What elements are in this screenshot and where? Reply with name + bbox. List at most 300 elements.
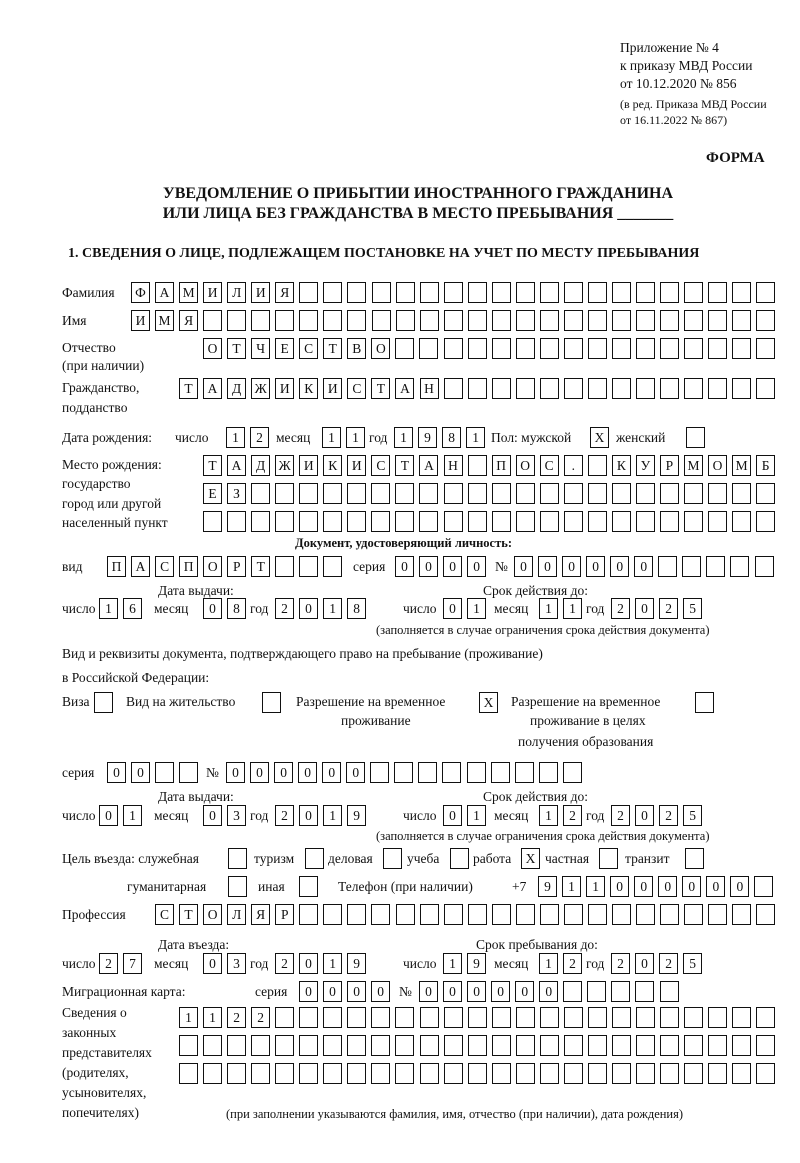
name-char-box[interactable]: М: [155, 310, 174, 331]
profession-char-box[interactable]: [420, 904, 439, 925]
right-number-char-box[interactable]: [370, 762, 389, 783]
doc-issue-year-char-box[interactable]: 1: [323, 598, 342, 619]
citizenship-char-box[interactable]: Н: [420, 378, 439, 399]
doc-kind-char-box[interactable]: [299, 556, 318, 577]
right-number-char-box[interactable]: 0: [346, 762, 365, 783]
p-study-checkbox[interactable]: [450, 848, 469, 869]
name-char-box[interactable]: И: [131, 310, 150, 331]
mc-number-char-box[interactable]: 0: [539, 981, 558, 1002]
name-char-box[interactable]: [588, 310, 607, 331]
patronymic-char-box[interactable]: Т: [227, 338, 246, 359]
doc-kind-char-box[interactable]: Р: [227, 556, 246, 577]
birth-place-2-char-box[interactable]: [756, 483, 775, 504]
birth-place-1-char-box[interactable]: И: [347, 455, 366, 476]
entry-month-char-box[interactable]: 0: [203, 953, 222, 974]
profession-char-box[interactable]: Л: [227, 904, 246, 925]
birth-place-3-char-box[interactable]: [492, 511, 511, 532]
right-issue-month-char-box[interactable]: 0: [203, 805, 222, 826]
birth-place-1-char-box[interactable]: И: [299, 455, 318, 476]
citizenship-char-box[interactable]: [540, 378, 559, 399]
birth-place-1-char-box[interactable]: С: [540, 455, 559, 476]
right-valid-day-char-box[interactable]: 0: [443, 805, 462, 826]
reps-1-char-box[interactable]: [371, 1007, 390, 1028]
profession-char-box[interactable]: [323, 904, 342, 925]
patronymic-char-box[interactable]: [660, 338, 679, 359]
profession-char-box[interactable]: Я: [251, 904, 270, 925]
mc-number-char-box[interactable]: 0: [515, 981, 534, 1002]
surname-char-box[interactable]: Я: [275, 282, 294, 303]
reps-2-char-box[interactable]: [492, 1035, 511, 1056]
birth-place-1-char-box[interactable]: О: [516, 455, 535, 476]
surname-char-box[interactable]: [636, 282, 655, 303]
surname-char-box[interactable]: [540, 282, 559, 303]
mc-number-char-box[interactable]: [611, 981, 630, 1002]
doc-number-char-box[interactable]: 0: [514, 556, 533, 577]
name-char-box[interactable]: [299, 310, 318, 331]
entry-day-char-box[interactable]: 2: [99, 953, 118, 974]
name-char-box[interactable]: [420, 310, 439, 331]
birth-place-3-char-box[interactable]: [251, 511, 270, 532]
birth-place-2-char-box[interactable]: [588, 483, 607, 504]
reps-3-char-box[interactable]: [395, 1063, 414, 1084]
birth-year-char-box[interactable]: 1: [466, 427, 485, 448]
doc-kind-char-box[interactable]: А: [131, 556, 150, 577]
birth-place-1-char-box[interactable]: С: [371, 455, 390, 476]
right-number-char-box[interactable]: [515, 762, 534, 783]
entry-year-char-box[interactable]: 1: [323, 953, 342, 974]
reps-2-char-box[interactable]: [347, 1035, 366, 1056]
reps-3-char-box[interactable]: [251, 1063, 270, 1084]
reps-3-char-box[interactable]: [492, 1063, 511, 1084]
reps-1-char-box[interactable]: [347, 1007, 366, 1028]
citizenship-char-box[interactable]: [732, 378, 751, 399]
citizenship-char-box[interactable]: А: [395, 378, 414, 399]
patronymic-char-box[interactable]: [395, 338, 414, 359]
birth-place-3-char-box[interactable]: [660, 511, 679, 532]
reps-3-char-box[interactable]: [203, 1063, 222, 1084]
birth-place-2-char-box[interactable]: [516, 483, 535, 504]
reps-2-char-box[interactable]: [179, 1035, 198, 1056]
surname-char-box[interactable]: [588, 282, 607, 303]
phone-char-box[interactable]: 0: [610, 876, 629, 897]
profession-char-box[interactable]: [347, 904, 366, 925]
stay-year-char-box[interactable]: 2: [659, 953, 678, 974]
reps-1-char-box[interactable]: [516, 1007, 535, 1028]
reps-3-char-box[interactable]: [347, 1063, 366, 1084]
doc-number-char-box[interactable]: 0: [634, 556, 653, 577]
patronymic-char-box[interactable]: [708, 338, 727, 359]
surname-char-box[interactable]: А: [155, 282, 174, 303]
reps-2-char-box[interactable]: [756, 1035, 775, 1056]
patronymic-char-box[interactable]: С: [299, 338, 318, 359]
profession-char-box[interactable]: [732, 904, 751, 925]
citizenship-char-box[interactable]: Д: [227, 378, 246, 399]
profession-char-box[interactable]: [516, 904, 535, 925]
name-char-box[interactable]: [227, 310, 246, 331]
phone-char-box[interactable]: 0: [730, 876, 749, 897]
surname-char-box[interactable]: [684, 282, 703, 303]
entry-year-char-box[interactable]: 0: [299, 953, 318, 974]
entry-day-char-box[interactable]: 7: [123, 953, 142, 974]
name-char-box[interactable]: [612, 310, 631, 331]
doc-number-char-box[interactable]: 0: [538, 556, 557, 577]
patronymic-char-box[interactable]: [732, 338, 751, 359]
profession-char-box[interactable]: [371, 904, 390, 925]
reps-3-char-box[interactable]: [708, 1063, 727, 1084]
name-char-box[interactable]: [732, 310, 751, 331]
birth-place-1-char-box[interactable]: Б: [756, 455, 775, 476]
doc-kind-char-box[interactable]: [275, 556, 294, 577]
reps-3-char-box[interactable]: [371, 1063, 390, 1084]
stay-day-char-box[interactable]: 9: [467, 953, 486, 974]
birth-day-char-box[interactable]: 2: [250, 427, 269, 448]
reps-2-char-box[interactable]: [275, 1035, 294, 1056]
reps-2-char-box[interactable]: [468, 1035, 487, 1056]
reps-1-char-box[interactable]: 2: [227, 1007, 246, 1028]
p-private-checkbox[interactable]: [599, 848, 618, 869]
birth-place-3-char-box[interactable]: [708, 511, 727, 532]
citizenship-char-box[interactable]: [660, 378, 679, 399]
birth-place-3-char-box[interactable]: [540, 511, 559, 532]
profession-char-box[interactable]: [756, 904, 775, 925]
name-char-box[interactable]: [347, 310, 366, 331]
reps-3-char-box[interactable]: [732, 1063, 751, 1084]
surname-char-box[interactable]: [492, 282, 511, 303]
stay-year-char-box[interactable]: 2: [611, 953, 630, 974]
profession-char-box[interactable]: [299, 904, 318, 925]
phone-char-box[interactable]: 0: [658, 876, 677, 897]
reps-3-char-box[interactable]: [468, 1063, 487, 1084]
mc-series-char-box[interactable]: 0: [371, 981, 390, 1002]
right-valid-day-char-box[interactable]: 1: [467, 805, 486, 826]
name-char-box[interactable]: [372, 310, 391, 331]
profession-char-box[interactable]: [708, 904, 727, 925]
reps-2-char-box[interactable]: [227, 1035, 246, 1056]
name-char-box[interactable]: [323, 310, 342, 331]
right-number-char-box[interactable]: 0: [226, 762, 245, 783]
birth-place-3-char-box[interactable]: [612, 511, 631, 532]
right-issue-year-char-box[interactable]: 2: [275, 805, 294, 826]
reps-3-char-box[interactable]: [756, 1063, 775, 1084]
right-issue-year-char-box[interactable]: 0: [299, 805, 318, 826]
birth-place-2-char-box[interactable]: [468, 483, 487, 504]
name-char-box[interactable]: [396, 310, 415, 331]
birth-place-2-char-box[interactable]: [636, 483, 655, 504]
birth-place-1-char-box[interactable]: Ж: [275, 455, 294, 476]
citizenship-char-box[interactable]: [492, 378, 511, 399]
birth-place-2-char-box[interactable]: [444, 483, 463, 504]
right-valid-year-char-box[interactable]: 2: [611, 805, 630, 826]
citizenship-char-box[interactable]: Т: [179, 378, 198, 399]
reps-1-char-box[interactable]: [588, 1007, 607, 1028]
birth-place-1-char-box[interactable]: Н: [444, 455, 463, 476]
birth-place-3-char-box[interactable]: [756, 511, 775, 532]
reps-2-char-box[interactable]: [323, 1035, 342, 1056]
birth-place-2-char-box[interactable]: [371, 483, 390, 504]
reps-2-char-box[interactable]: [299, 1035, 318, 1056]
reps-3-char-box[interactable]: [588, 1063, 607, 1084]
mc-series-char-box[interactable]: 0: [323, 981, 342, 1002]
p-transit-checkbox[interactable]: [685, 848, 704, 869]
birth-place-3-char-box[interactable]: [419, 511, 438, 532]
birth-place-2-char-box[interactable]: [684, 483, 703, 504]
profession-char-box[interactable]: [396, 904, 415, 925]
p-humanitarian-checkbox[interactable]: [228, 876, 247, 897]
citizenship-char-box[interactable]: И: [323, 378, 342, 399]
citizenship-char-box[interactable]: [708, 378, 727, 399]
birth-day-char-box[interactable]: 1: [226, 427, 245, 448]
patronymic-char-box[interactable]: [516, 338, 535, 359]
doc-kind-char-box[interactable]: О: [203, 556, 222, 577]
right-valid-year-char-box[interactable]: 0: [635, 805, 654, 826]
reps-1-char-box[interactable]: [732, 1007, 751, 1028]
surname-char-box[interactable]: [708, 282, 727, 303]
surname-char-box[interactable]: [323, 282, 342, 303]
right-series-char-box[interactable]: 0: [107, 762, 126, 783]
doc-number-char-box[interactable]: 0: [610, 556, 629, 577]
patronymic-char-box[interactable]: О: [371, 338, 390, 359]
stay-year-char-box[interactable]: 0: [635, 953, 654, 974]
reps-3-char-box[interactable]: [444, 1063, 463, 1084]
birth-place-2-char-box[interactable]: [660, 483, 679, 504]
doc-number-char-box[interactable]: [730, 556, 749, 577]
reps-1-char-box[interactable]: [636, 1007, 655, 1028]
birth-place-3-char-box[interactable]: [684, 511, 703, 532]
birth-place-2-char-box[interactable]: [419, 483, 438, 504]
birth-year-char-box[interactable]: 8: [442, 427, 461, 448]
citizenship-char-box[interactable]: [516, 378, 535, 399]
birth-place-1-char-box[interactable]: О: [708, 455, 727, 476]
name-char-box[interactable]: [564, 310, 583, 331]
reps-2-char-box[interactable]: [588, 1035, 607, 1056]
birth-place-1-char-box[interactable]: Т: [395, 455, 414, 476]
doc-number-char-box[interactable]: 0: [586, 556, 605, 577]
doc-issue-year-char-box[interactable]: 0: [299, 598, 318, 619]
right-number-char-box[interactable]: [442, 762, 461, 783]
birth-place-2-char-box[interactable]: [708, 483, 727, 504]
right-issue-month-char-box[interactable]: 3: [227, 805, 246, 826]
birth-place-3-char-box[interactable]: [468, 511, 487, 532]
doc-series-char-box[interactable]: 0: [419, 556, 438, 577]
reps-1-char-box[interactable]: [492, 1007, 511, 1028]
birth-place-3-char-box[interactable]: [347, 511, 366, 532]
birth-place-1-char-box[interactable]: А: [227, 455, 246, 476]
doc-number-char-box[interactable]: [682, 556, 701, 577]
reps-1-char-box[interactable]: [299, 1007, 318, 1028]
citizenship-char-box[interactable]: С: [347, 378, 366, 399]
doc-issue-year-char-box[interactable]: 2: [275, 598, 294, 619]
patronymic-char-box[interactable]: [492, 338, 511, 359]
citizenship-char-box[interactable]: [636, 378, 655, 399]
citizenship-char-box[interactable]: [612, 378, 631, 399]
birth-place-1-char-box[interactable]: У: [636, 455, 655, 476]
doc-kind-char-box[interactable]: П: [179, 556, 198, 577]
doc-number-char-box[interactable]: [755, 556, 774, 577]
name-char-box[interactable]: [492, 310, 511, 331]
citizenship-char-box[interactable]: Ж: [251, 378, 270, 399]
birth-place-1-char-box[interactable]: Т: [203, 455, 222, 476]
birth-place-1-char-box[interactable]: М: [732, 455, 751, 476]
reps-3-char-box[interactable]: [516, 1063, 535, 1084]
phone-char-box[interactable]: 0: [634, 876, 653, 897]
profession-char-box[interactable]: [660, 904, 679, 925]
profession-char-box[interactable]: [444, 904, 463, 925]
right-number-char-box[interactable]: [467, 762, 486, 783]
surname-char-box[interactable]: М: [179, 282, 198, 303]
birth-place-2-char-box[interactable]: [612, 483, 631, 504]
temp-res-checkbox[interactable]: X: [479, 692, 498, 713]
birth-place-3-char-box[interactable]: [588, 511, 607, 532]
patronymic-char-box[interactable]: [468, 338, 487, 359]
phone-char-box[interactable]: 1: [562, 876, 581, 897]
phone-char-box[interactable]: 0: [706, 876, 725, 897]
visa-checkbox[interactable]: [94, 692, 113, 713]
patronymic-char-box[interactable]: Т: [323, 338, 342, 359]
reps-2-char-box[interactable]: [395, 1035, 414, 1056]
reps-2-char-box[interactable]: [732, 1035, 751, 1056]
residence-checkbox[interactable]: [262, 692, 281, 713]
doc-series-char-box[interactable]: 0: [395, 556, 414, 577]
doc-kind-char-box[interactable]: [323, 556, 342, 577]
stay-day-char-box[interactable]: 1: [443, 953, 462, 974]
reps-3-char-box[interactable]: [612, 1063, 631, 1084]
surname-char-box[interactable]: Ф: [131, 282, 150, 303]
doc-kind-char-box[interactable]: Т: [251, 556, 270, 577]
surname-char-box[interactable]: [444, 282, 463, 303]
surname-char-box[interactable]: [516, 282, 535, 303]
profession-char-box[interactable]: [612, 904, 631, 925]
patronymic-char-box[interactable]: О: [203, 338, 222, 359]
mc-number-char-box[interactable]: [660, 981, 679, 1002]
birth-place-1-char-box[interactable]: П: [492, 455, 511, 476]
mc-number-char-box[interactable]: [563, 981, 582, 1002]
patronymic-char-box[interactable]: [612, 338, 631, 359]
p-business-checkbox[interactable]: [383, 848, 402, 869]
reps-1-char-box[interactable]: 2: [251, 1007, 270, 1028]
doc-valid-month-char-box[interactable]: 1: [563, 598, 582, 619]
citizenship-char-box[interactable]: [564, 378, 583, 399]
birth-place-3-char-box[interactable]: [732, 511, 751, 532]
reps-2-char-box[interactable]: [636, 1035, 655, 1056]
profession-char-box[interactable]: [468, 904, 487, 925]
birth-place-2-char-box[interactable]: [492, 483, 511, 504]
name-char-box[interactable]: [756, 310, 775, 331]
reps-1-char-box[interactable]: [660, 1007, 679, 1028]
citizenship-char-box[interactable]: [588, 378, 607, 399]
patronymic-char-box[interactable]: [588, 338, 607, 359]
birth-place-3-char-box[interactable]: [323, 511, 342, 532]
right-number-char-box[interactable]: [491, 762, 510, 783]
right-issue-day-char-box[interactable]: 0: [99, 805, 118, 826]
patronymic-char-box[interactable]: [444, 338, 463, 359]
name-char-box[interactable]: [660, 310, 679, 331]
name-char-box[interactable]: [540, 310, 559, 331]
reps-1-char-box[interactable]: [323, 1007, 342, 1028]
citizenship-char-box[interactable]: [756, 378, 775, 399]
profession-char-box[interactable]: [492, 904, 511, 925]
reps-1-char-box[interactable]: [444, 1007, 463, 1028]
citizenship-char-box[interactable]: А: [203, 378, 222, 399]
citizenship-char-box[interactable]: [468, 378, 487, 399]
birth-place-1-char-box[interactable]: Р: [660, 455, 679, 476]
birth-place-2-char-box[interactable]: [275, 483, 294, 504]
surname-char-box[interactable]: [347, 282, 366, 303]
doc-series-char-box[interactable]: 0: [467, 556, 486, 577]
surname-char-box[interactable]: [372, 282, 391, 303]
right-number-char-box[interactable]: [394, 762, 413, 783]
right-valid-month-char-box[interactable]: 1: [539, 805, 558, 826]
reps-1-char-box[interactable]: [468, 1007, 487, 1028]
profession-char-box[interactable]: [564, 904, 583, 925]
reps-2-char-box[interactable]: [564, 1035, 583, 1056]
stay-month-char-box[interactable]: 2: [563, 953, 582, 974]
birth-place-3-char-box[interactable]: [395, 511, 414, 532]
doc-valid-year-char-box[interactable]: 5: [683, 598, 702, 619]
doc-issue-day-char-box[interactable]: 6: [123, 598, 142, 619]
reps-2-char-box[interactable]: [660, 1035, 679, 1056]
patronymic-char-box[interactable]: [419, 338, 438, 359]
doc-kind-char-box[interactable]: П: [107, 556, 126, 577]
doc-number-char-box[interactable]: [658, 556, 677, 577]
mc-series-char-box[interactable]: 0: [347, 981, 366, 1002]
doc-valid-year-char-box[interactable]: 0: [635, 598, 654, 619]
name-char-box[interactable]: [708, 310, 727, 331]
right-valid-month-char-box[interactable]: 2: [563, 805, 582, 826]
reps-3-char-box[interactable]: [564, 1063, 583, 1084]
profession-char-box[interactable]: [540, 904, 559, 925]
profession-char-box[interactable]: О: [203, 904, 222, 925]
doc-kind-char-box[interactable]: С: [155, 556, 174, 577]
profession-char-box[interactable]: [684, 904, 703, 925]
entry-month-char-box[interactable]: 3: [227, 953, 246, 974]
birth-month-char-box[interactable]: 1: [346, 427, 365, 448]
stay-year-char-box[interactable]: 5: [683, 953, 702, 974]
p-work-checkbox[interactable]: X: [521, 848, 540, 869]
birth-place-2-char-box[interactable]: З: [227, 483, 246, 504]
birth-place-2-char-box[interactable]: [347, 483, 366, 504]
birth-place-1-char-box[interactable]: [468, 455, 487, 476]
mc-number-char-box[interactable]: 0: [491, 981, 510, 1002]
birth-year-char-box[interactable]: 9: [418, 427, 437, 448]
name-char-box[interactable]: [203, 310, 222, 331]
phone-char-box[interactable]: 1: [586, 876, 605, 897]
surname-char-box[interactable]: [420, 282, 439, 303]
right-number-char-box[interactable]: 0: [322, 762, 341, 783]
stay-month-char-box[interactable]: 1: [539, 953, 558, 974]
right-number-char-box[interactable]: [563, 762, 582, 783]
birth-place-3-char-box[interactable]: [275, 511, 294, 532]
reps-1-char-box[interactable]: [540, 1007, 559, 1028]
patronymic-char-box[interactable]: [684, 338, 703, 359]
reps-2-char-box[interactable]: [540, 1035, 559, 1056]
profession-char-box[interactable]: Т: [179, 904, 198, 925]
mc-number-char-box[interactable]: [635, 981, 654, 1002]
name-char-box[interactable]: [636, 310, 655, 331]
name-char-box[interactable]: [275, 310, 294, 331]
surname-char-box[interactable]: И: [251, 282, 270, 303]
birth-place-3-char-box[interactable]: [444, 511, 463, 532]
right-valid-year-char-box[interactable]: 2: [659, 805, 678, 826]
reps-3-char-box[interactable]: [275, 1063, 294, 1084]
reps-3-char-box[interactable]: [299, 1063, 318, 1084]
doc-valid-year-char-box[interactable]: 2: [611, 598, 630, 619]
birth-place-2-char-box[interactable]: [323, 483, 342, 504]
citizenship-char-box[interactable]: К: [299, 378, 318, 399]
surname-char-box[interactable]: [564, 282, 583, 303]
male-checkbox[interactable]: X: [590, 427, 609, 448]
birth-place-1-char-box[interactable]: [588, 455, 607, 476]
patronymic-char-box[interactable]: [540, 338, 559, 359]
